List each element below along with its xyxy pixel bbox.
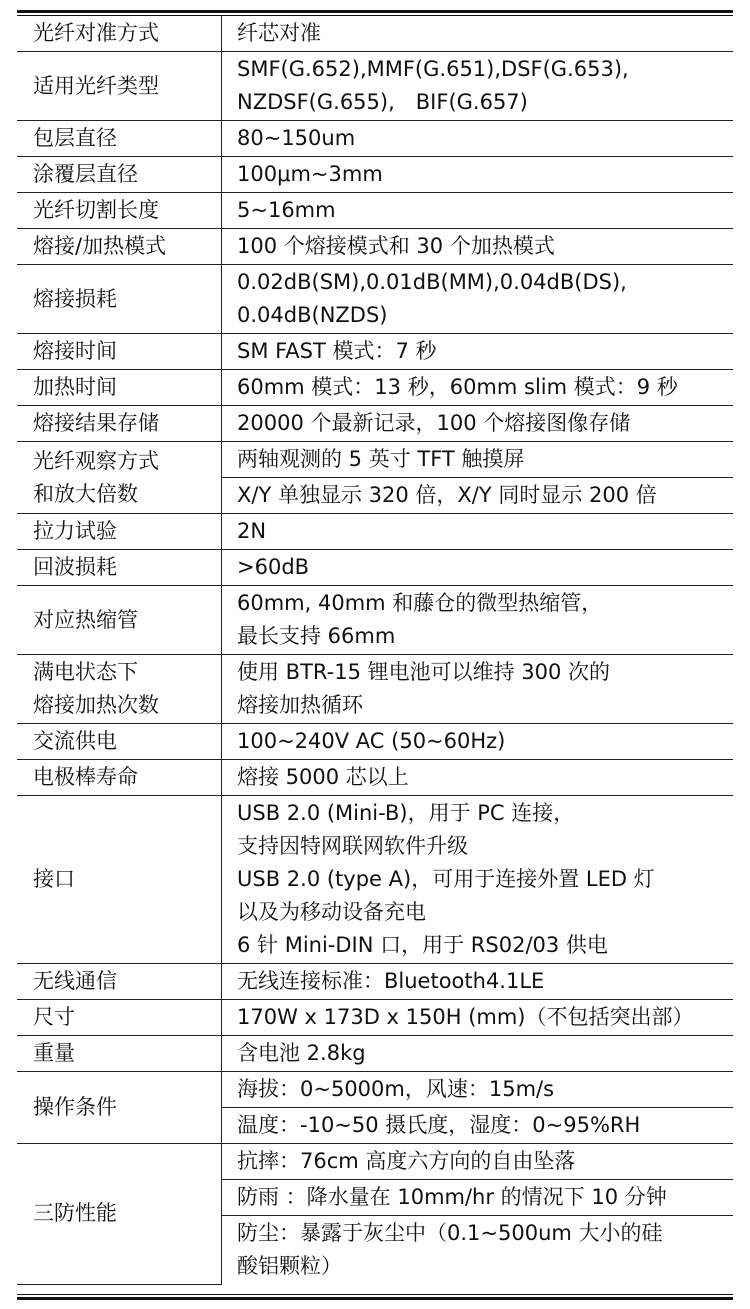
spec-value-line: 无线连接标准：Bluetooth4.1LE — [237, 969, 545, 993]
spec-value — [222, 1216, 734, 1285]
table-row — [17, 442, 733, 478]
table-row — [17, 724, 733, 760]
table-row — [17, 370, 733, 406]
spec-value-line: SMF(G.652),MMF(G.651),DSF(G.653), — [237, 57, 629, 81]
spec-value-line: 温度：-10~50 摄氏度，湿度：0~95%RH — [237, 1113, 641, 1137]
spec-label-line: 熔接结果存储 — [33, 411, 159, 435]
spec-label — [17, 16, 222, 52]
spec-label-line: 对应热缩管 — [33, 607, 138, 632]
spec-value-line: X/Y 单独显示 320 倍，X/Y 同时显示 200 倍 — [237, 483, 657, 507]
spec-value — [222, 265, 734, 334]
table-row — [17, 406, 733, 442]
spec-label-line: 操作条件 — [33, 1095, 117, 1119]
spec-label-line: 包层直径 — [33, 126, 117, 150]
table-row — [17, 157, 733, 193]
spec-label-line: 接口 — [33, 867, 75, 891]
table-row — [17, 52, 733, 121]
spec-value-line: 6 针 Mini-DIN 口，用于 RS02/03 供电 — [237, 933, 608, 957]
spec-label — [17, 796, 222, 964]
spec-value-line: 熔接加热循环 — [237, 693, 363, 717]
spec-label — [17, 514, 222, 550]
spec-value-line: 酸铝颗粒） — [237, 1254, 342, 1278]
spec-value — [222, 514, 734, 550]
spec-label-line: 光纤观察方式 — [33, 448, 159, 473]
spec-value — [222, 1108, 734, 1144]
spec-value — [222, 1144, 734, 1180]
spec-label — [17, 1072, 222, 1144]
spec-label — [17, 157, 222, 193]
spec-label — [17, 370, 222, 406]
spec-label — [17, 265, 222, 334]
spec-value — [222, 370, 734, 406]
spec-value — [222, 796, 734, 964]
spec-label — [17, 1036, 222, 1072]
spec-value-line: NZDSF(G.655), BIF(G.657) — [237, 90, 528, 114]
spec-value-line: 100μm~3mm — [237, 162, 383, 186]
spec-value-line: 熔接 5000 芯以上 — [237, 765, 409, 789]
spec-value — [222, 1000, 734, 1036]
spec-label-line: 交流供电 — [33, 729, 117, 753]
spec-value — [222, 1072, 734, 1108]
spec-value-line: 170W x 173D x 150H (mm)（不包括突出部） — [237, 1005, 694, 1029]
spec-value-line: 100 个熔接模式和 30 个加热模式 — [237, 234, 555, 258]
spec-value-line: 20000 个最新记录，100 个熔接图像存储 — [237, 411, 631, 435]
spec-label — [17, 724, 222, 760]
spec-value — [222, 52, 734, 121]
spec-label-line: 三防性能 — [33, 1201, 117, 1226]
spec-value-line: 防雨 ：降水量在 10mm/hr 的情况下 10 分钟 — [237, 1185, 667, 1209]
table-row — [17, 760, 733, 796]
table-row — [17, 193, 733, 229]
spec-value — [222, 586, 734, 655]
spec-label — [17, 550, 222, 586]
spec-value-line: 支持因特网联网软件升级 — [237, 834, 468, 858]
spec-label — [17, 760, 222, 796]
spec-label-line: 拉力试验 — [33, 519, 117, 543]
spec-value-line: 两轴观测的 5 英寸 TFT 触摸屏 — [237, 447, 525, 471]
spec-label — [17, 52, 222, 121]
spec-value-line: 2N — [237, 519, 267, 543]
bottom-double-rule-inner — [17, 1294, 733, 1295]
spec-label-line: 熔接加热次数 — [33, 693, 159, 717]
spec-value — [222, 442, 734, 478]
table-row — [17, 655, 733, 724]
spec-value-line: >60dB — [237, 555, 310, 579]
spec-label — [17, 655, 222, 724]
spec-value — [222, 478, 734, 514]
spec-label — [17, 406, 222, 442]
spec-value — [222, 724, 734, 760]
spec-label-line: 熔接损耗 — [33, 286, 117, 311]
table-row — [17, 1072, 733, 1108]
spec-value-line: 海拔：0~5000m，风速：15m/s — [237, 1077, 555, 1101]
spec-label-line: 重量 — [33, 1041, 75, 1065]
spec-label-line: 尺寸 — [33, 1005, 75, 1029]
spec-label-line: 光纤对准方式 — [33, 21, 159, 45]
spec-value-line: USB 2.0 (type A)，可用于连接外置 LED 灯 — [237, 867, 655, 891]
spec-value-line: 80~150um — [237, 126, 356, 150]
spec-value — [222, 550, 734, 586]
spec-value-line: 抗摔：76cm 高度六方向的自由坠落 — [237, 1149, 576, 1173]
spec-label-line: 熔接/加热模式 — [33, 234, 167, 258]
spec-label-line: 适用光纤类型 — [33, 73, 159, 98]
spec-value-line: 以及为移动设备充电 — [237, 900, 426, 924]
spec-value-line: 0.02dB(SM),0.01dB(MM),0.04dB(DS), — [237, 270, 627, 294]
spec-value-line: 使用 BTR-15 锂电池可以维持 300 次的 — [237, 660, 611, 684]
spec-label — [17, 442, 222, 514]
table-row — [17, 550, 733, 586]
top-double-rule — [17, 10, 733, 13]
spec-label-line: 光纤切割长度 — [33, 198, 159, 222]
spec-value — [222, 406, 734, 442]
spec-value-line: 纤芯对准 — [237, 21, 321, 45]
spec-value-line: USB 2.0 (Mini-B)，用于 PC 连接， — [237, 801, 575, 825]
spec-label-line: 回波损耗 — [33, 555, 117, 579]
table-row — [17, 265, 733, 334]
table-row — [17, 586, 733, 655]
spec-value — [222, 1036, 734, 1072]
spec-table-body — [17, 16, 733, 1284]
table-row — [17, 1036, 733, 1072]
spec-label-line: 涂覆层直径 — [33, 162, 138, 186]
spec-value-line: 0.04dB(NZDS) — [237, 303, 388, 327]
spec-value — [222, 229, 734, 265]
spec-label — [17, 586, 222, 655]
spec-value — [222, 334, 734, 370]
spec-label — [17, 334, 222, 370]
spec-label-line: 无线通信 — [33, 969, 117, 993]
spec-label — [17, 964, 222, 1000]
spec-label-line: 加热时间 — [33, 375, 117, 399]
table-row — [17, 964, 733, 1000]
table-row — [17, 229, 733, 265]
spec-value — [222, 121, 734, 157]
spec-value — [222, 760, 734, 796]
spec-value-line: 最长支持 66mm — [237, 624, 396, 648]
spec-label-line: 和放大倍数 — [33, 481, 138, 506]
spec-label-line: 电极棒寿命 — [33, 765, 138, 789]
spec-value-line: 含电池 2.8kg — [237, 1041, 366, 1065]
table-row — [17, 796, 733, 964]
spec-value — [222, 157, 734, 193]
spec-value-line: 60mm, 40mm 和藤仓的微型热缩管， — [237, 591, 603, 615]
spec-value — [222, 655, 734, 724]
table-row — [17, 121, 733, 157]
table-row — [17, 514, 733, 550]
spec-value-line: 5~16mm — [237, 198, 336, 222]
spec-label-line: 熔接时间 — [33, 339, 117, 363]
spec-value-line: SM FAST 模式：7 秒 — [237, 339, 437, 363]
bottom-double-rule — [17, 1297, 733, 1300]
table-row — [17, 1000, 733, 1036]
spec-label — [17, 1144, 222, 1285]
spec-value-line: 60mm 模式：13 秒，60mm slim 模式：9 秒 — [237, 375, 678, 399]
spec-label-line: 满电状态下 — [33, 660, 138, 684]
spec-label — [17, 229, 222, 265]
spec-label — [17, 1000, 222, 1036]
spec-value-line: 防尘：暴露于灰尘中（0.1~500um 大小的硅 — [237, 1221, 663, 1245]
spec-value — [222, 1180, 734, 1216]
spec-label — [17, 193, 222, 229]
spec-value — [222, 964, 734, 1000]
spec-value — [222, 16, 734, 52]
spec-value — [222, 193, 734, 229]
table-row — [17, 334, 733, 370]
spec-table — [17, 16, 733, 1285]
spec-label — [17, 121, 222, 157]
table-row — [17, 16, 733, 52]
table-row — [17, 1144, 733, 1180]
spec-value-line: 100~240V AC (50~60Hz) — [237, 729, 506, 753]
